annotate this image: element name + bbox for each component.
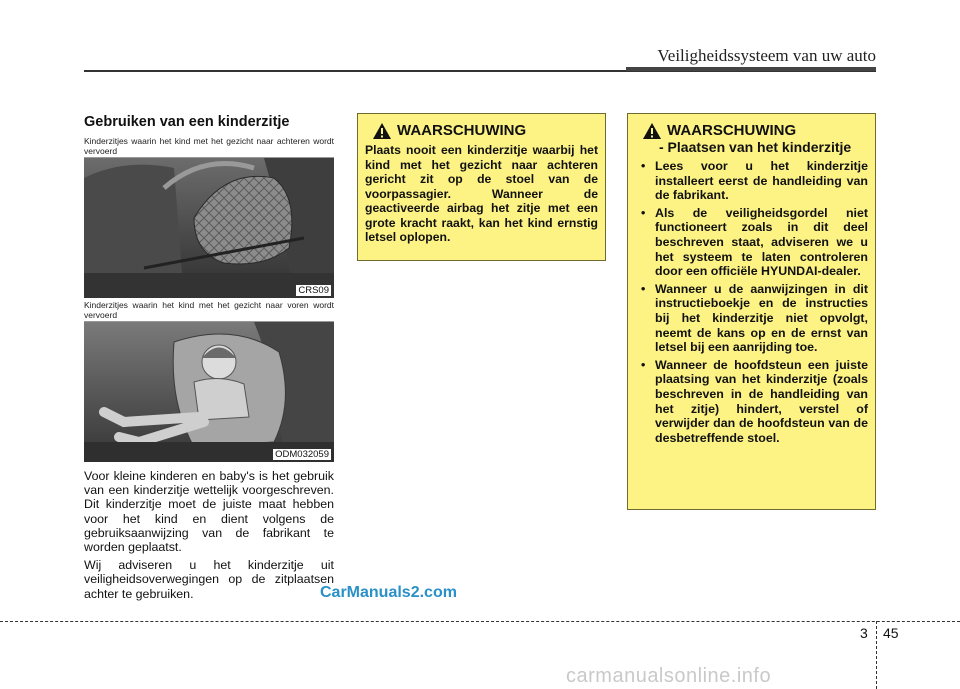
header-rule-accent [626,67,876,71]
section-title: Gebruiken van een kinderzitje [84,114,290,130]
figure2-photo [84,321,334,462]
list-item: • Wanneer u de aanwijzingen in dit instructieboekje en de instructies bij het kinderzitje niet opvolgt, neemt de kans op en de ernst van letsel bij een aanrijding toe. [635,282,868,355]
figure2-code: ODM032059 [275,449,329,460]
rear-facing-seat-illustration [84,158,334,298]
warning-1-title: WAARSCHUWING [397,122,527,139]
forward-facing-seat-illustration [84,322,334,462]
warning-2-title: WAARSCHUWING [667,122,797,139]
warning-box-1 [357,113,606,261]
watermark-carmanualsonline[interactable]: carmanualsonline.info [566,665,772,687]
warning-2-subtitle: - Plaatsen van het kinderzitje [659,139,852,155]
watermark-carmanuals2[interactable]: CarManuals2.com [320,584,457,601]
body-paragraph-1: Voor kleine kinderen en baby's is het gebruik van een kinderzitje wettelijk voorgeschreven. Dit kinderzitje moet de juiste maat hebben voor het kind en dient volgens de gebruiksaanwijzing van de fabrikant te worden geplaatst. [84,469,334,555]
page-number: 45 [883,625,899,641]
figure2-caption: Kinderzitjes waarin het kind met het gezicht naar voren wordt vervoerd [84,300,334,320]
figure1-photo [84,157,334,298]
body-text [84,469,334,605]
chapter-number: 3 [860,625,868,641]
header-title: Veiligheidssysteem van uw auto [657,46,876,65]
figure1-code: CRS09 [298,285,329,296]
warning-box-2 [627,113,876,510]
warning-2-list [635,159,868,445]
warning-1-text: Plaats nooit een kinderzitje waarbij het kind met het gezicht naar achteren gericht zit op de stoel van de voorpassagier. Wanneer de geactiveerde airbag het zitje met een grote kracht raakt, kan het kind ernstig letsel oplopen. [365,143,598,244]
footer-rule [0,621,960,622]
list-item: • Wanneer de hoofdsteun een juiste plaatsing van het kinderzitje (zoals beschreven in de handleiding van het zitje) hindert, verstel of verwijder dan de hoofdsteun van de desbetreffende stoel. [635,358,868,446]
warning-triangle-icon [373,123,391,139]
warning-triangle-icon [643,123,661,139]
list-item: • Lees voor u het kinderzitje installeert eerst de handleiding van de fabrikant. [635,159,868,203]
list-item: • Als de veiligheidsgordel niet functioneert zoals in dit deel beschreven staat, adviseren we u het systeem te laten controleren door een officiële HYUNDAI-dealer. [635,206,868,279]
figure1-caption: Kinderzitjes waarin het kind met het gezicht naar achteren wordt vervoerd [84,136,334,156]
footer-divider [876,621,877,689]
body-paragraph-2: Wij adviseren u het kinderzitje uit veiligheidsoverwegingen op de zitplaatsen achter te gebruiken. [84,558,334,601]
